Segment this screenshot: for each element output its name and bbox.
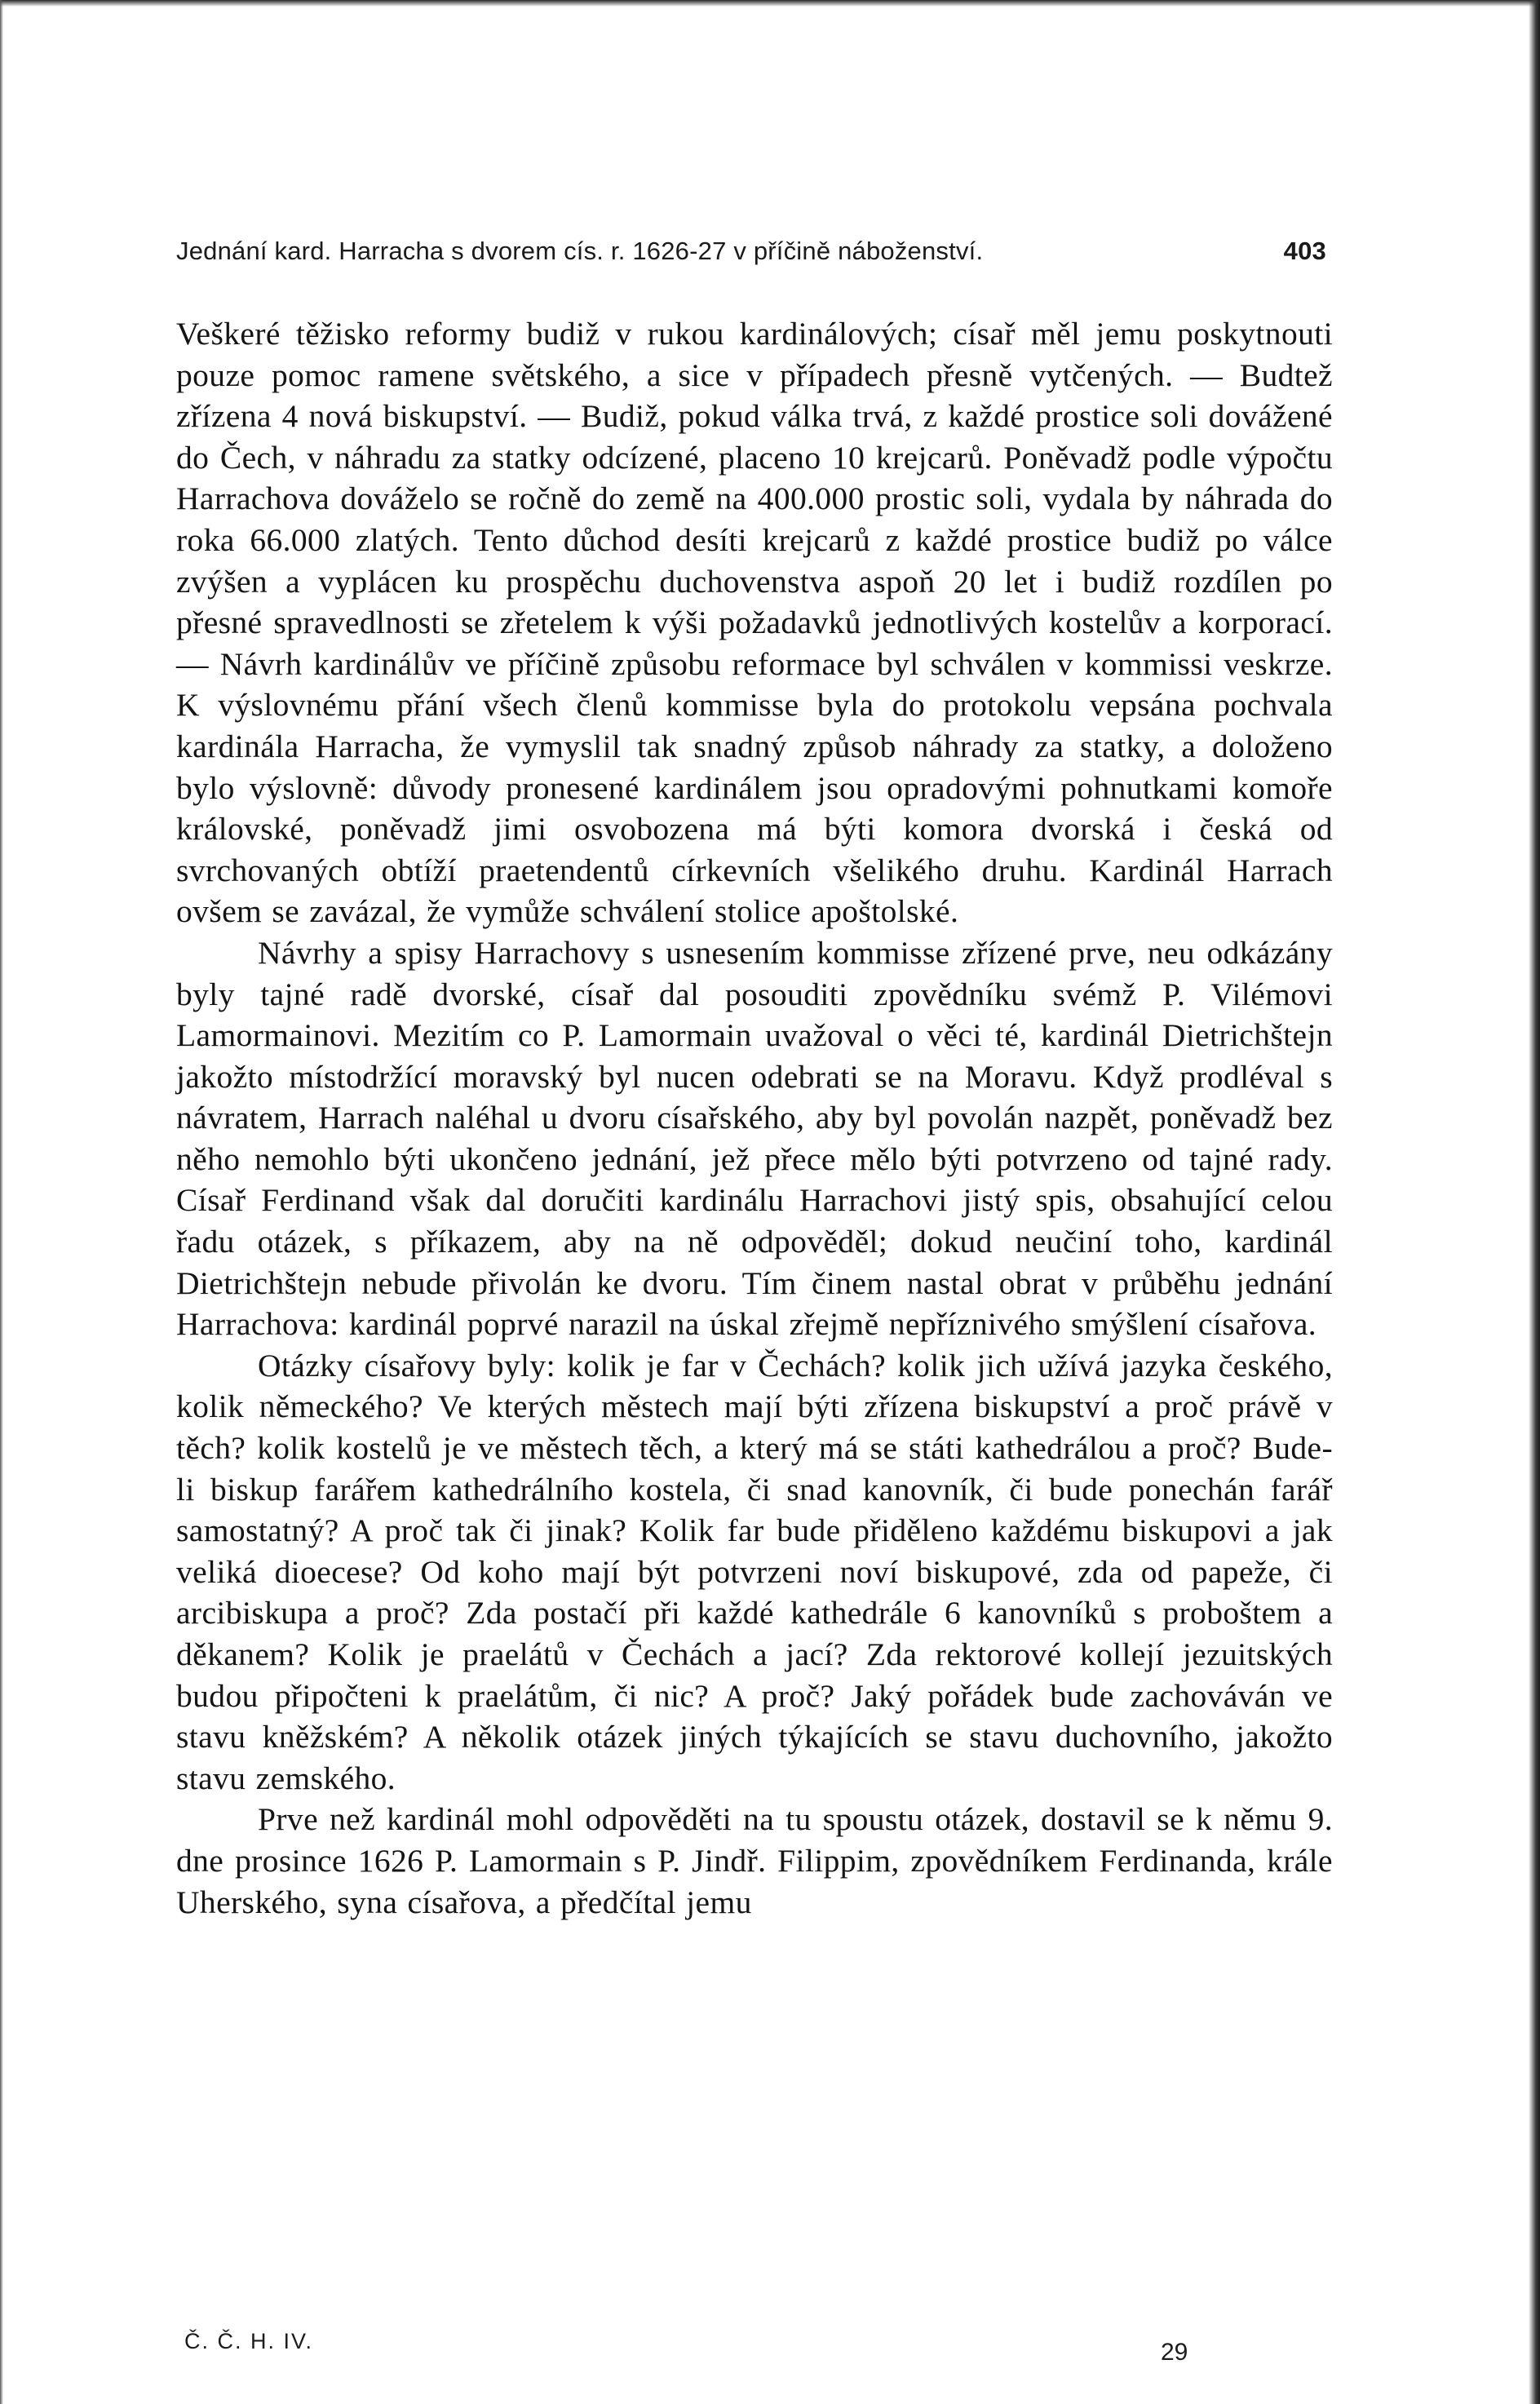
- paragraph-1: Veškeré těžisko reformy budiž v rukou kardinálových; císař měl jemu poskytnouti pouze pomoc ramene světského, a sice v případech přesně vytčených. — Budtež zřízena 4 nová biskupství. — Budiž, pokud válka trvá, z každé prostice soli dovážené do Čech, v náhradu za statky odcízené, placeno 10 krejcarů. Poněvadž podle výpočtu Harrachova dováželo se ročně do země na 400.000 prostic soli, vydala by náhrada do roka 66.000 zlatých. Tento důchod desíti krejcarů z každé prostice budiž po válce zvýšen a vyplácen ku prospěchu duchovenstva aspoň 20 let i budiž rozdílen po přesné spravedlnosti se zřetelem k výši požadavků jednotlivých kostelův a korporací. — Návrh kardinálův ve příčině způsobu reformace byl schválen v kommissi veskrze. K výslovnému přání všech členů kommisse byla do protokolu vepsána pochvala kardinála Harracha, že vymyslil tak snadný způsob náhrady za statky, a doloženo bylo výslovně: důvody pronesené kardinálem jsou opradovými pohnutkami komoře královské, poněvadž jimi osvobozena má býti komora dvorská i česká od svrchovaných obtíží praetendentů církevních všelikého druhu. Kardinál Harrach ovšem se zavázal, že vymůže schválení stolice apoštolské.: [176, 316, 1333, 930]
- body-text: [176, 313, 1333, 1923]
- sheet-number: 29: [1161, 2339, 1188, 2366]
- running-head: [176, 237, 1333, 266]
- running-head-title: Jednání kard. Harracha s dvorem cís. r. 1626-27 v příčině náboženství.: [176, 237, 984, 265]
- scan-edge-top: [0, 0, 1540, 7]
- scan-edge-right: [1529, 0, 1540, 2404]
- paragraph-4: Prve než kardinál mohl odpověděti na tu spoustu otázek, dostavil se k němu 9. dne prosince 1626 P. Lamormain s P. Jindř. Filippim, zpovědníkem Ferdinanda, krále Uherského, syna císařova, a předčítal jemu: [176, 1801, 1333, 1920]
- page-footer: [176, 2329, 1333, 2378]
- signature-mark: Č. Č. H. IV.: [184, 2329, 314, 2353]
- paragraph-2: Návrhy a spisy Harrachovy s usnesením kommisse zřízené prve, neu odkázány byly tajné radě dvorské, císař dal posouditi zpovědníku svémž P. Vilémovi Lamormainovi. Mezitím co P. Lamormain uvažoval o věci té, kardinál Dietrichštejn jakožto místodržící moravský byl nucen odebrati se na Moravu. Když prodléval s návratem, Harrach naléhal u dvoru císařského, aby byl povolán nazpět, poněvadž bez něho nemohlo býti ukončeno jednání, jež přece mělo býti potvrzeno od tajné rady. Císař Ferdinand však dal doručiti kardinálu Harrachovi jistý spis, obsahující celou řadu otázek, s příkazem, aby na ně odpověděl; dokud neučiní toho, kardinál Dietrichštejn nebude přivolán ke dvoru. Tím činem nastal obrat v průběhu jednání Harrachova: kardinál poprvé narazil na úskal zřejmě nepříznivého smýšlení císařova.: [176, 934, 1333, 1343]
- book-page: [176, 237, 1333, 2366]
- page-number: 403: [1283, 237, 1326, 265]
- paragraph-3: Otázky císařovy byly: kolik je far v Čechách? kolik jich užívá jazyka českého, kolik německého? Ve kterých městech mají býti zřízena biskupství a proč právě v těch? kolik kostelů je ve městech těch, a který má se státi kathedrálou a proč? Bude-li biskup farářem kathedrálního kostela, či snad kanovník, či bude ponechán farář samostatný? A proč tak či jinak? Kolik far bude přiděleno každému biskupovi a jak veliká dioecese? Od koho mají být potvrzeni noví biskupové, zda od papeže, či arcibiskupa a proč? Zda postačí při každé kathedrále 6 kanovníků s proboštem a děkanem? Kolik je praelátů v Čechách a jací? Zda rektorové kollejí jezuitských budou připočteni k praelátům, či nic? A proč? Jaký pořádek bude zachováván ve stavu kněžském? A několik otázek jiných týkajících se stavu duchovního, jakožto stavu zemského.: [176, 1347, 1333, 1796]
- scan-edge-left: [0, 0, 3, 2404]
